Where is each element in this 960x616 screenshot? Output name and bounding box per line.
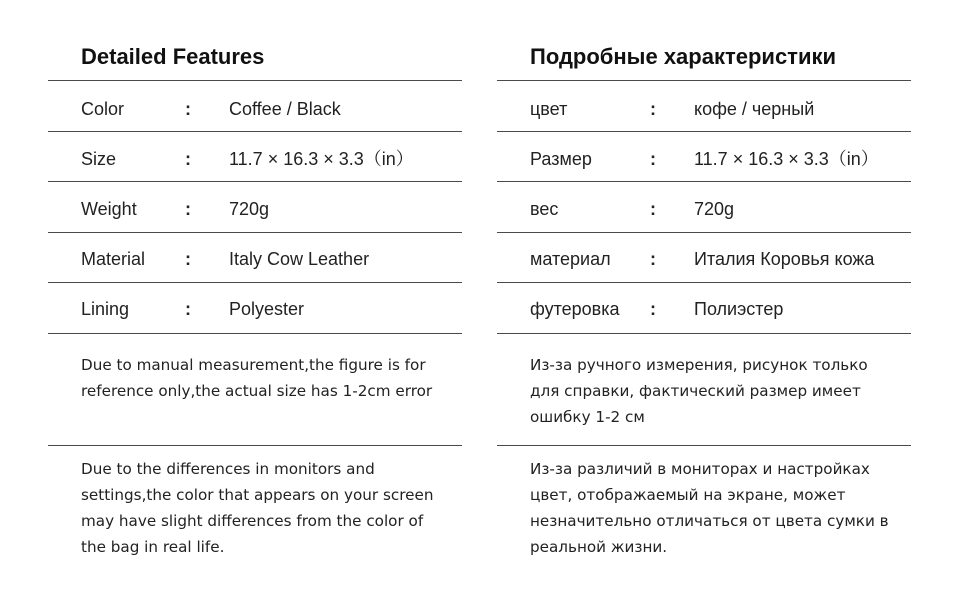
divider	[497, 131, 911, 132]
feature-value: 720g	[229, 199, 270, 219]
feature-value: Полиэстер	[694, 299, 784, 319]
divider	[48, 445, 462, 446]
divider	[497, 282, 911, 283]
feature-label: Weight	[81, 199, 137, 219]
feature-separator: :	[185, 199, 191, 219]
feature-row-lining	[48, 284, 462, 334]
divider	[497, 80, 911, 81]
feature-row-weight	[48, 184, 462, 234]
divider	[48, 181, 462, 182]
feature-row-material	[48, 234, 462, 284]
feature-row-weight	[497, 184, 911, 234]
feature-value: 11.7 × 16.3 × 3.3（in）	[694, 149, 879, 169]
english-title: Detailed Features	[81, 44, 265, 69]
feature-value: Italy Cow Leather	[229, 249, 370, 269]
divider	[497, 333, 911, 334]
feature-value: Coffee / Black	[229, 99, 341, 119]
feature-value: кофе / черный	[694, 99, 815, 119]
divider	[48, 232, 462, 233]
divider	[497, 445, 911, 446]
feature-value: 11.7 × 16.3 × 3.3（in）	[229, 149, 414, 169]
color-note: Из-за различий в мониторах и настройках цвет, отображаемый на экране, может незначительно отличаться от цвета сумки в реальной жизни.	[530, 460, 889, 556]
divider	[48, 80, 462, 81]
feature-value: 720g	[694, 199, 735, 219]
feature-separator: :	[185, 99, 191, 119]
feature-label: материал	[530, 249, 611, 269]
divider	[497, 232, 911, 233]
feature-label: Lining	[81, 299, 130, 319]
feature-separator: :	[650, 149, 656, 169]
divider	[497, 181, 911, 182]
divider	[48, 282, 462, 283]
feature-separator: :	[650, 249, 656, 269]
feature-value: Polyester	[229, 299, 305, 319]
feature-label: вес	[530, 199, 559, 219]
divider	[48, 131, 462, 132]
divider	[48, 333, 462, 334]
feature-separator: :	[650, 299, 656, 319]
feature-label: Размер	[530, 149, 592, 169]
feature-row-color	[497, 84, 911, 134]
feature-separator: :	[650, 199, 656, 219]
feature-label: Material	[81, 249, 146, 269]
feature-separator: :	[185, 149, 191, 169]
feature-row-color	[48, 84, 462, 134]
color-note: Due to the differences in monitors and settings,the color that appears on your screen may have slight differences from the color of the bag in real life.	[81, 460, 434, 556]
feature-row-size	[48, 134, 462, 184]
feature-separator: :	[650, 99, 656, 119]
russian-title: Подробные характеристики	[530, 44, 837, 69]
feature-row-lining	[497, 284, 911, 334]
feature-separator: :	[185, 249, 191, 269]
measurement-note: Due to manual measurement,the figure is for reference only,the actual size has 1-2cm error	[81, 356, 433, 400]
feature-row-material	[497, 234, 911, 284]
measurement-note: Из-за ручного измерения, рисунок только для справки, фактический размер имеет ошибку 1-2 см	[530, 356, 868, 426]
feature-label: цвет	[530, 99, 568, 119]
feature-label: Color	[81, 99, 125, 119]
feature-label: футеровка	[530, 299, 620, 319]
feature-label: Size	[81, 149, 117, 169]
feature-separator: :	[185, 299, 191, 319]
feature-value: Италия Коровья кожа	[694, 249, 875, 269]
feature-row-size	[497, 134, 911, 184]
